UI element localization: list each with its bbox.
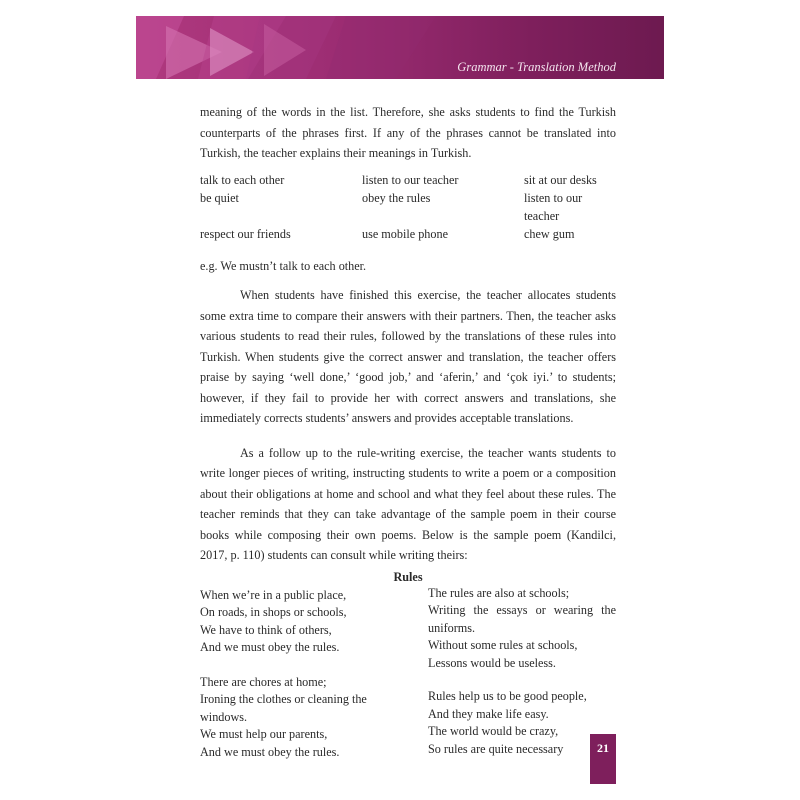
paragraph-follow-up: As a follow up to the rule-writing exercise, the teacher wants students to write longer pieces of writing, instructing students to write a poem or a composition about their obligations at home and school and what they feel about these rules. The teacher reminds that they can take advantage of the sample poem in their course books while composing their own poems. Below is the sample poem (Kandilci, 2017, p. 110) students can consult while writing theirs: bbox=[200, 445, 616, 562]
poem-stanza bbox=[200, 587, 400, 657]
poem-line: Writing the essays or wearing the bbox=[428, 603, 616, 617]
poem-line: Rules help us to be good people, bbox=[428, 689, 587, 703]
poem-stanza bbox=[428, 688, 616, 758]
poem-line: When we’re in a public place, bbox=[200, 587, 347, 602]
poem-line: The rules are also at schools; bbox=[428, 585, 570, 600]
phrase-item: respect our friends bbox=[200, 226, 291, 241]
header-banner bbox=[136, 16, 664, 79]
poem-line: Without some rules at schools, bbox=[428, 638, 578, 652]
poem-line: And we must obey the rules. bbox=[200, 640, 340, 654]
phrase-item: sit at our desks bbox=[524, 172, 597, 187]
poem-line: And they make life easy. bbox=[428, 706, 549, 721]
poem-line: uniforms. bbox=[428, 620, 476, 635]
phrase-item: use mobile phone bbox=[362, 226, 448, 241]
phrase-item: listen to our teacher bbox=[362, 172, 459, 187]
poem-left-column bbox=[200, 585, 400, 779]
phrase-item: chew gum bbox=[524, 226, 575, 241]
example-sentence: e.g. We mustn’t talk to each other. bbox=[200, 258, 367, 273]
poem-line: There are chores at home; bbox=[200, 674, 327, 689]
phrase-list bbox=[200, 171, 616, 243]
poem-stanza bbox=[200, 674, 400, 762]
phrase-item: obey the rules bbox=[362, 190, 431, 205]
poem-line: So rules are quite necessary bbox=[428, 741, 564, 756]
running-header-title: Grammar - Translation Method bbox=[457, 60, 616, 74]
page-body bbox=[200, 102, 616, 778]
phrase-item: listen to our teacher bbox=[524, 190, 583, 223]
poem-line: Lessons would be useless. bbox=[428, 655, 556, 670]
paragraph-practice: When students have finished this exercise, the teacher allocates students some extra time to compare their answers with their partners. Then, the teacher asks various students to read their rules, followed by the translations of these rules into Turkish. When students give the correct answer and translation, the teacher offers praise by saying ‘well done,’ ‘good job,’ and ‘aferin,’ and ‘çok iyi.’ to students; however, if they fail to provide her with correct answers and translations, she immediately corrects students’ answers and provides acceptable translations. bbox=[200, 288, 616, 425]
poem-title: Rules bbox=[393, 569, 423, 584]
paragraph-intro: meaning of the words in the list. Therefore, she asks students to find the Turkish counterparts of the phrases first. If any of the phrases cannot be translated into Turkish, the teacher explains their meanings in Turkish. bbox=[200, 105, 616, 160]
poem-right-column bbox=[428, 585, 616, 779]
phrase-item: be quiet bbox=[200, 190, 239, 205]
poem-stanza bbox=[428, 585, 616, 673]
phrase-item: talk to each other bbox=[200, 172, 285, 187]
poem-line: Ironing the clothes or cleaning the windows. bbox=[200, 692, 367, 724]
poem-line: On roads, in shops or schools, bbox=[200, 605, 347, 619]
poem-line: And we must obey the rules. bbox=[200, 744, 340, 759]
poem-line: We must help our parents, bbox=[200, 727, 328, 741]
poem-line: We have to think of others, bbox=[200, 622, 332, 637]
page-number: 21 bbox=[590, 734, 616, 784]
poem bbox=[200, 585, 616, 779]
poem-line: The world would be crazy, bbox=[428, 724, 559, 738]
